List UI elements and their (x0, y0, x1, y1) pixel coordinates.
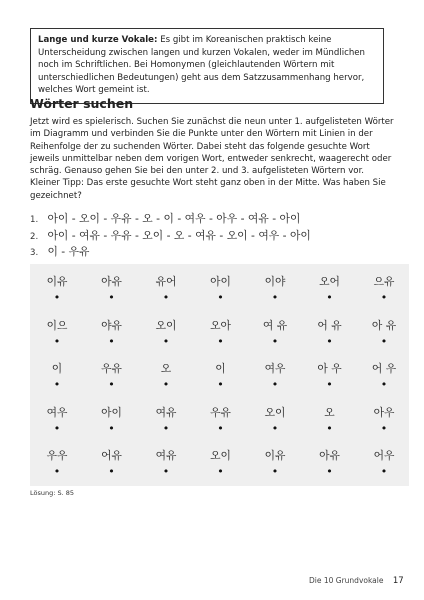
grid-word: 아 우 (317, 362, 342, 375)
grid-dot[interactable]: • (326, 291, 333, 304)
grid-dot[interactable]: • (53, 291, 61, 304)
grid-cell[interactable] (248, 275, 302, 303)
grid-dot[interactable]: • (326, 465, 333, 478)
sequence-number: 2. (30, 231, 39, 242)
grid-word: 오어 (319, 275, 340, 288)
grid-dot[interactable]: • (162, 378, 170, 391)
grid-dot[interactable]: • (217, 334, 224, 348)
grid-word: 이야 (264, 275, 286, 288)
grid-word: 오아 (210, 318, 231, 332)
grid-dot[interactable]: • (271, 334, 279, 348)
grid-dot[interactable]: • (380, 334, 388, 348)
instructions: Jetzt wird es spielerisch. Suchen Sie zunächst die neun unter 1. aufgelisteten Wörter im Diagramm und verbinden Sie die Punkte unter den Wörtern mit Linien in der Reihenfolge der zu suchenden Wörter. Dabei steht das folgende gesuchte Wort jeweils unmittelbar neben dem vorigen Wort, entweder senkrecht, waagerecht oder schräg. Genauso gehen Sie bei den unter 2. und 3. aufgelisteten Wörtern vor. Kleiner Tipp: Das erste gesuchte Wort steht ganz oben in der Mitte. Was haben Sie gezeichnet? (30, 117, 394, 201)
grid-word: 이 (215, 362, 226, 375)
grid-word: 여우 (46, 405, 68, 419)
grid-dot[interactable]: • (217, 465, 224, 478)
grid-word: 우유 (210, 405, 231, 419)
chapter-title: Die 10 Grundvokale (309, 576, 384, 585)
grid-cell[interactable] (194, 319, 248, 347)
sequence-text: 이 - 우유 (47, 245, 90, 258)
grid-cell[interactable] (139, 362, 193, 390)
grid-cell[interactable] (139, 275, 193, 303)
grid-word: 아유 (101, 275, 122, 288)
grid-word: 오이 (264, 405, 286, 419)
grid-word: 유어 (155, 275, 177, 288)
grid-word: 우유 (101, 362, 122, 375)
grid-word: 여유 (155, 405, 177, 419)
grid-cell[interactable] (303, 275, 357, 303)
grid-cell[interactable] (85, 319, 139, 347)
grid-cell[interactable] (194, 362, 248, 390)
grid-cell[interactable] (357, 406, 411, 434)
grid-word: 이으 (46, 318, 68, 332)
grid-word: 이 (51, 362, 63, 375)
grid-cell[interactable] (30, 275, 84, 303)
grid-word: 어 유 (317, 318, 342, 332)
grid-cell[interactable] (85, 406, 139, 434)
grid-cell[interactable] (357, 319, 411, 347)
grid-cell[interactable] (303, 449, 357, 477)
word-grid (30, 264, 409, 486)
grid-dot[interactable]: • (108, 291, 115, 304)
grid-dot[interactable]: • (108, 421, 115, 435)
grid-cell[interactable] (85, 362, 139, 390)
sequence-number: 3. (30, 248, 39, 258)
grid-dot[interactable]: • (217, 378, 224, 391)
sequence-2 (30, 228, 400, 245)
grid-cell[interactable] (194, 406, 248, 434)
grid-cell[interactable] (139, 406, 193, 434)
grid-dot[interactable]: • (217, 291, 224, 304)
sequence-3 (30, 244, 400, 261)
grid-dot[interactable]: • (162, 421, 170, 435)
grid-dot[interactable]: • (271, 465, 279, 478)
grid-word: 아우 (373, 405, 395, 419)
page-footer (309, 576, 404, 586)
grid-dot[interactable]: • (162, 334, 170, 348)
grid-cell[interactable] (85, 275, 139, 303)
sequence-list (30, 211, 400, 261)
grid-word: 아이 (210, 275, 231, 288)
grid-word: 여우 (264, 362, 286, 375)
grid-word: 오이 (210, 449, 231, 462)
grid-dot[interactable]: • (53, 334, 61, 348)
info-box (30, 28, 384, 104)
grid-cell[interactable] (357, 275, 411, 303)
grid-dot[interactable]: • (53, 421, 61, 435)
info-box-text: Es gibt im Koreanischen praktisch keine Unterscheidung zwischen langen und kurzen Vokalen, weder im Mündlichen noch im Schriftlichen. Bei Homonymen (gleichlautenden Wörtern mit unterschiedlichen Bedeutungen) geht aus dem Satzzusammenhang hervor, welches Wort gemeint ist. (38, 35, 365, 95)
grid-cell[interactable] (139, 319, 193, 347)
grid-word: 오이 (155, 318, 177, 332)
grid-dot[interactable]: • (162, 291, 170, 304)
grid-cell[interactable] (30, 449, 84, 477)
sequence-text: 아이 - 오이 - 우유 - 오 - 이 - 여우 - 아우 - 여유 - 아이 (47, 212, 301, 225)
grid-cell[interactable] (248, 449, 302, 477)
info-box-title: Lange und kurze Vokale: (38, 35, 158, 45)
sequence-1 (30, 211, 400, 228)
grid-word: 야유 (101, 318, 122, 332)
grid-word: 오 (324, 405, 335, 419)
grid-word: 어 우 (371, 362, 397, 375)
grid-word: 여 유 (262, 318, 288, 332)
grid-cell[interactable] (248, 362, 302, 390)
grid-word: 어유 (101, 449, 122, 462)
grid-dot[interactable]: • (53, 378, 61, 391)
grid-dot[interactable]: • (108, 465, 115, 478)
grid-dot[interactable]: • (380, 421, 388, 435)
grid-cell[interactable] (30, 319, 84, 347)
grid-dot[interactable]: • (162, 465, 170, 478)
section-heading: Wörter suchen (30, 96, 134, 111)
grid-dot[interactable]: • (380, 291, 388, 304)
grid-cell[interactable] (248, 406, 302, 434)
grid-word: 우우 (46, 449, 68, 462)
grid-dot[interactable]: • (326, 378, 333, 391)
grid-dot[interactable]: • (326, 421, 333, 435)
grid-dot[interactable]: • (53, 465, 61, 478)
grid-dot[interactable]: • (271, 378, 279, 391)
grid-cell[interactable] (30, 362, 84, 390)
grid-cell[interactable] (303, 362, 357, 390)
grid-cell[interactable] (303, 319, 357, 347)
grid-cell[interactable] (357, 449, 411, 477)
grid-word: 오 (160, 362, 172, 375)
grid-dot[interactable]: • (380, 378, 388, 391)
grid-dot[interactable]: • (271, 291, 279, 304)
grid-word: 아유 (319, 449, 340, 462)
grid-cell[interactable] (139, 449, 193, 477)
grid-dot[interactable]: • (108, 378, 115, 391)
grid-word: 아이 (101, 405, 122, 419)
grid-dot[interactable]: • (380, 465, 388, 478)
grid-dot[interactable]: • (108, 334, 115, 348)
grid-cell[interactable] (194, 449, 248, 477)
grid-word: 아 유 (371, 318, 397, 332)
grid-word: 으유 (373, 275, 395, 288)
grid-cell[interactable] (194, 275, 248, 303)
sequence-text: 아이 - 여유 - 우유 - 오이 - 오 - 여유 - 오이 - 여우 - 아이 (47, 228, 311, 242)
grid-dot[interactable]: • (217, 421, 224, 435)
grid-word: 여유 (155, 449, 177, 462)
grid-dot[interactable]: • (326, 334, 333, 348)
grid-cell[interactable] (303, 406, 357, 434)
grid-cell[interactable] (248, 319, 302, 347)
grid-cell[interactable] (30, 406, 84, 434)
solution-reference: Lösung: S. 85 (30, 489, 75, 497)
page-number: 17 (392, 576, 404, 586)
grid-cell[interactable] (85, 449, 139, 477)
sequence-number: 1. (30, 215, 39, 225)
grid-word: 이유 (264, 449, 286, 462)
grid-word: 어우 (373, 449, 395, 462)
grid-word: 이유 (46, 275, 68, 288)
grid-dot[interactable]: • (271, 421, 279, 435)
grid-cell[interactable] (357, 362, 411, 390)
